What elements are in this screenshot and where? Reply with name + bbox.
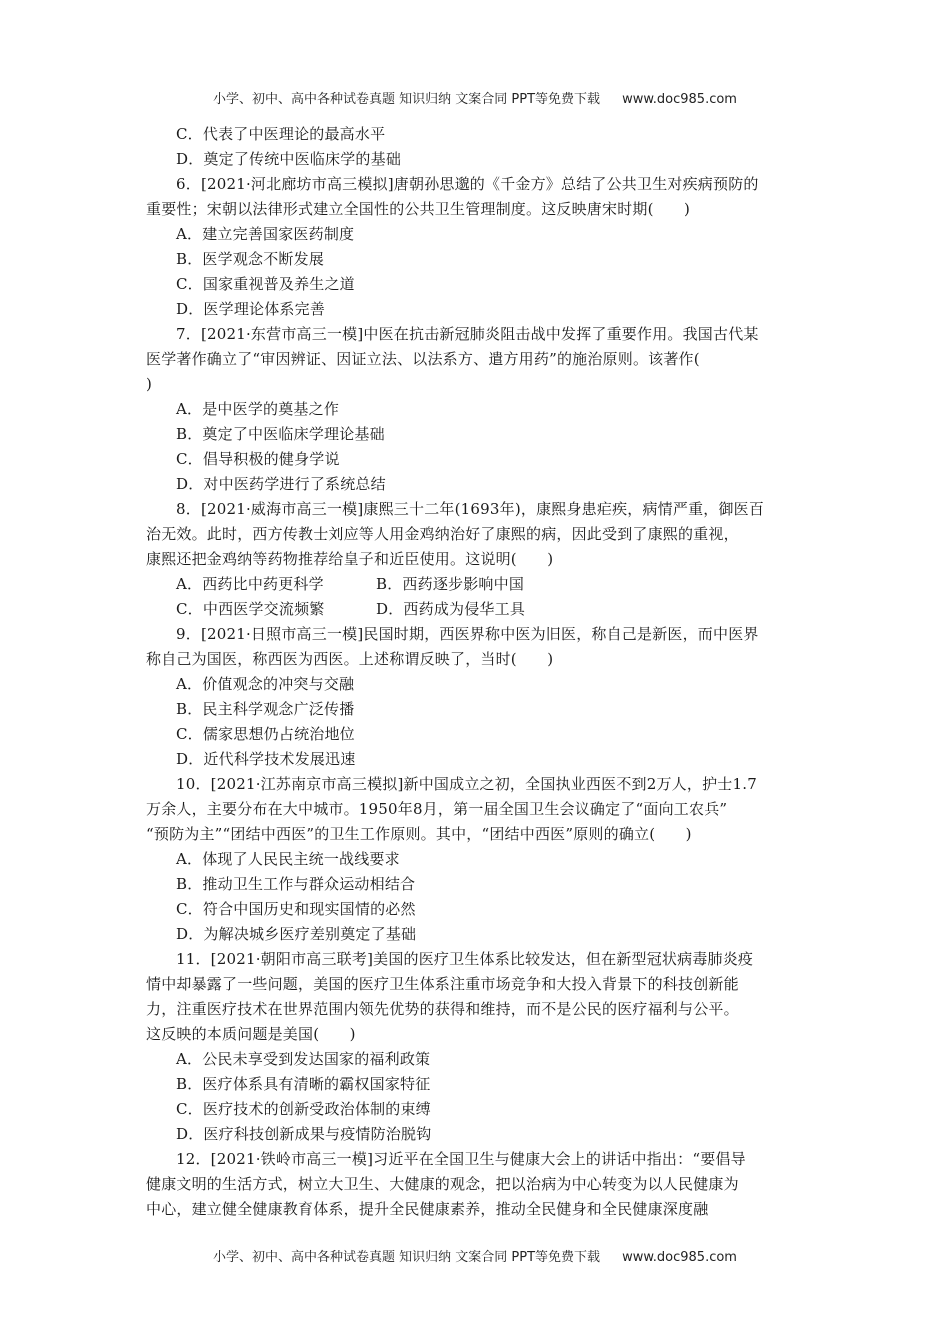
option: B．医疗体系具有清晰的霸权国家特征 xyxy=(176,1075,431,1093)
option: D．近代科学技术发展迅速 xyxy=(176,750,356,768)
option: D．医学理论体系完善 xyxy=(176,300,326,318)
option: D．医疗科技创新成果与疫情防治脱钩 xyxy=(176,1125,432,1143)
option: D．西药成为侵华工具 xyxy=(376,600,526,618)
question-line: 10．[2021·江苏南京市高三模拟]新中国成立之初，全国执业西医不到2万人，护士1.7 xyxy=(176,775,757,793)
question-line: 12．[2021·铁岭市高三一模]习近平在全国卫生与健康大会上的讲话中指出：“要倡导 xyxy=(176,1150,746,1168)
question-line: 8．[2021·威海市高三一模]康熙三十二年(1693年)，康熙身患疟疾，病情严重，御医百 xyxy=(176,500,765,518)
page-header xyxy=(0,88,950,107)
question-line: 康熙还把金鸡纳等药物推荐给皇子和近臣使用。这说明( ) xyxy=(146,550,554,568)
question-line: 中心，建立健全健康教育体系，提升全民健康素养，推动全民健身和全民健康深度融 xyxy=(146,1200,709,1218)
option: B．推动卫生工作与群众运动相结合 xyxy=(176,875,416,893)
option: A．西药比中药更科学 xyxy=(176,575,324,593)
question-line: 6．[2021·河北廊坊市高三模拟]唐朝孙思邈的《千金方》总结了公共卫生对疾病预防的 xyxy=(176,175,759,193)
option: C．中西医学交流频繁 xyxy=(176,600,325,618)
option: A．公民未享受到发达国家的福利政策 xyxy=(176,1050,431,1068)
option: B．民主科学观念广泛传播 xyxy=(176,700,355,718)
question-line: ) xyxy=(146,375,153,393)
option: D．对中医药学进行了系统总结 xyxy=(176,475,386,493)
question-line: 9．[2021·日照市高三一模]民国时期，西医界称中医为旧医，称自己是新医，而中医界 xyxy=(176,625,759,643)
question-10 xyxy=(146,772,808,947)
option-row xyxy=(146,572,808,597)
question-content xyxy=(146,122,808,1222)
option: B．医学观念不断发展 xyxy=(176,250,325,268)
question-8 xyxy=(146,497,808,622)
option: C．国家重视普及养生之道 xyxy=(176,275,355,293)
question-line: 7．[2021·东营市高三一模]中医在抗击新冠肺炎阻击战中发挥了重要作用。我国古代某 xyxy=(176,325,759,343)
question-line: 这反映的本质问题是美国( ) xyxy=(146,1025,356,1043)
option: C．符合中国历史和现实国情的必然 xyxy=(176,900,416,918)
question-line: 情中却暴露了一些问题，美国的医疗卫生体系注重市场竞争和大投入背景下的科技创新能 xyxy=(146,975,739,993)
option: A．价值观念的冲突与交融 xyxy=(176,675,355,693)
option: C．代表了中医理论的最高水平 xyxy=(176,125,386,143)
question-line: 治无效。此时，西方传教士刘应等人用金鸡纳治好了康熙的病，因此受到了康熙的重视， xyxy=(146,525,739,543)
option: A．是中医学的奠基之作 xyxy=(176,400,340,418)
option: A．建立完善国家医药制度 xyxy=(176,225,355,243)
footer-url[interactable]: www.doc985.com xyxy=(622,1250,737,1265)
question-line: 医学著作确立了“审因辨证、因证立法、以法系方、遣方用药”的施治原则。该著作( xyxy=(146,350,700,368)
question-line: 称自己为国医，称西医为西医。上述称谓反映了，当时( ) xyxy=(146,650,554,668)
option-row xyxy=(146,597,808,622)
question-9 xyxy=(146,622,808,772)
option: B．奠定了中医临床学理论基础 xyxy=(176,425,385,443)
footer-text: 小学、初中、高中各种试卷真题 知识归纳 文案合同 PPT等免费下载 xyxy=(213,1250,601,1265)
option: C．医疗技术的创新受政治体制的束缚 xyxy=(176,1100,431,1118)
question-6 xyxy=(146,172,808,322)
option: B．西药逐步影响中国 xyxy=(376,575,525,593)
question-line: 11．[2021·朝阳市高三联考]美国的医疗卫生体系比较发达，但在新型冠状病毒肺炎疫 xyxy=(176,950,754,968)
question-7 xyxy=(146,322,808,497)
option: C．倡导积极的健身学说 xyxy=(176,450,340,468)
option: A．体现了人民民主统一战线要求 xyxy=(176,850,400,868)
option: D．为解决城乡医疗差别奠定了基础 xyxy=(176,925,417,943)
option: D．奠定了传统中医临床学的基础 xyxy=(176,150,402,168)
page-footer xyxy=(0,1246,950,1265)
question-line: 重要性；宋朝以法律形式建立全国性的公共卫生管理制度。这反映唐宋时期( ) xyxy=(146,200,691,218)
header-text: 小学、初中、高中各种试卷真题 知识归纳 文案合同 PPT等免费下载 xyxy=(213,92,601,107)
question-11 xyxy=(146,947,808,1147)
question-12 xyxy=(146,1147,808,1222)
option: C．儒家思想仍占统治地位 xyxy=(176,725,355,743)
question-line: 万余人，主要分布在大中城市。1950年8月，第一届全国卫生会议确定了“面向工农兵” xyxy=(146,800,728,818)
question-line: 健康文明的生活方式，树立大卫生、大健康的观念，把以治病为中心转变为以人民健康为 xyxy=(146,1175,739,1193)
question-line: “预防为主”“团结中西医”的卫生工作原则。其中，“团结中西医”原则的确立( ) xyxy=(146,825,692,843)
question-line: 力，注重医疗技术在世界范围内领先优势的获得和维持，而不是公民的医疗福利与公平。 xyxy=(146,1000,739,1018)
header-url[interactable]: www.doc985.com xyxy=(622,92,737,107)
